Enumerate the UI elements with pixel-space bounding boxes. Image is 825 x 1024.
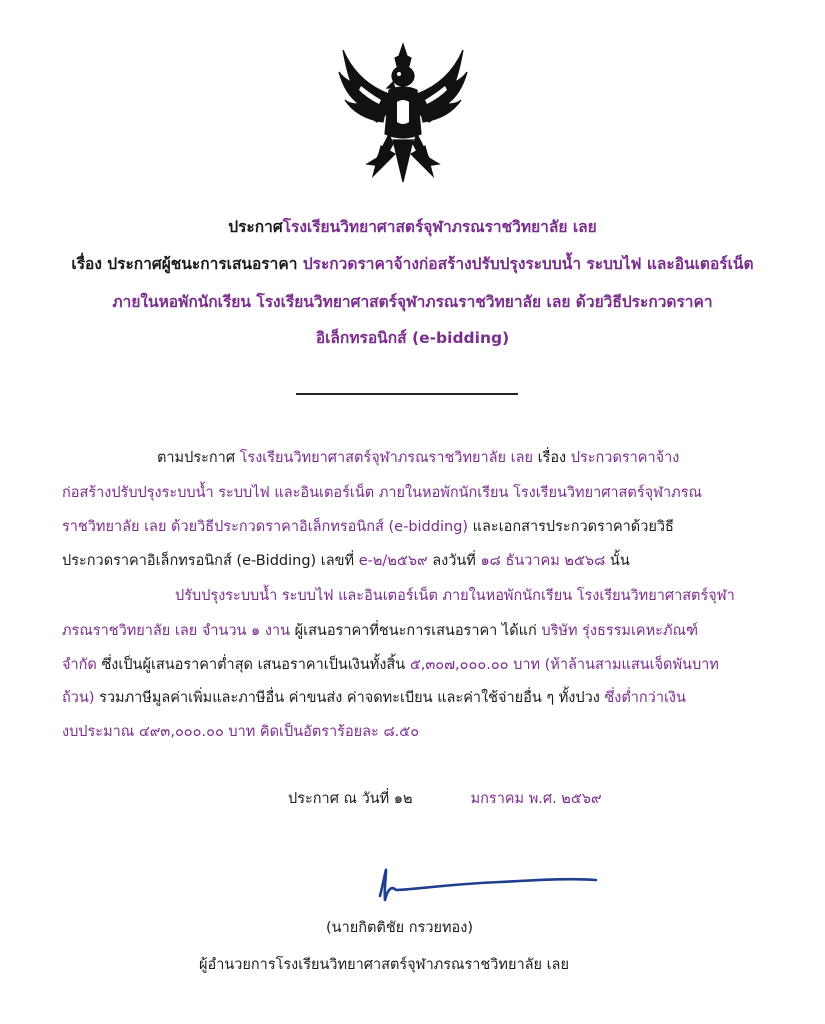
- bid-amount-end: ถ้วน): [62, 690, 95, 706]
- p2-winner-label: ผู้เสนอราคาที่ชนะการเสนอราคา ได้แก่: [290, 623, 542, 639]
- p1-line-2: ก่อสร้างปรับปรุงระบบน้ำ ระบบไฟ และอินเตอร์เน็ต ภายในหอพักนักเรียน โรงเรียนวิทยาศาสตร์จุฬาภรณ: [62, 485, 702, 501]
- p2-tax-note: รวมภาษีมูลค่าเพิ่มและภาษีอื่น ค่าขนส่ง ค่าจดทะเบียน และค่าใช้จ่ายอื่น ๆ ทั้งปวง: [94, 690, 605, 706]
- date-month-year: มกราคม พ.ศ. ๒๕๖๙: [470, 791, 602, 807]
- date-day: ประกาศ ณ วันที่ ๑๒: [288, 791, 413, 807]
- announcement-title: [0, 214, 825, 239]
- project-name-2: ภายในหอพักนักเรียน โรงเรียนวิทยาศาสตร์จุฬาภรณราชวิทยาลัย เลย ด้วยวิธีประกวดราคา: [112, 293, 713, 311]
- signer-name: (นายกิตติชัย กรวยทอง): [326, 920, 473, 936]
- p2-below-budget: ซึ่งต่ำกว่าเงิน: [604, 690, 686, 706]
- p1-line-3: [62, 515, 674, 538]
- p2-line-3: [62, 653, 719, 676]
- signature-image: [370, 860, 600, 910]
- p1-ebidding: ประกวดราคาอิเล็กทรอนิกส์ (e-Bidding) เลขที่: [62, 553, 359, 569]
- school-name: โรงเรียนวิทยาศาสตร์จุฬาภรณราชวิทยาลัย เลย: [282, 218, 597, 236]
- title-prefix: ประกาศ: [228, 218, 283, 236]
- garuda-emblem-icon: [337, 42, 469, 184]
- p1-line-4: [62, 549, 630, 572]
- subject-line: [0, 251, 825, 276]
- signer-position: ผู้อำนวยการโรงเรียนวิทยาศาสตร์จุฬาภรณราชวิทยาลัย เลย: [199, 957, 569, 973]
- p1-subject-word: เรื่อง: [532, 450, 571, 466]
- p1-dated: ลงวันที่: [427, 553, 481, 569]
- p1-school: โรงเรียนวิทยาศาสตร์จุฬาภรณราชวิทยาลัย เลย: [239, 450, 533, 466]
- bid-date: ๑๘ ธันวาคม ๒๕๖๘: [480, 553, 606, 569]
- p1-docs: และเอกสารประกวดราคาด้วยวิธี: [468, 519, 674, 535]
- subject-prefix: เรื่อง ประกาศผู้ชนะการเสนอราคา: [71, 255, 303, 273]
- project-name-1: ประกวดราคาจ้างก่อสร้างปรับปรุงระบบน้ำ ระบบไฟ และอินเตอร์เน็ต: [302, 255, 754, 273]
- p2-line-5: งบประมาณ ๔๙๓,๐๐๐.๐๐ บาท คิดเป็นอัตราร้อยละ ๘.๕๐: [62, 724, 420, 740]
- p2-line-1: ปรับปรุงระบบน้ำ ระบบไฟ และอินเตอร์เน็ต ภายในหอพักนักเรียน โรงเรียนวิทยาศาสตร์จุฬา: [175, 588, 735, 604]
- p1-end: นั้น: [605, 553, 630, 569]
- bid-number: e-๒/๒๕๖๙: [358, 553, 428, 569]
- winner-company-end: จำกัด: [62, 657, 97, 673]
- p1-project: ประกวดราคาจ้าง: [570, 450, 680, 466]
- p1-school-end: ราชวิทยาลัย เลย ด้วยวิธีประกวดราคาอิเล็กทรอนิกส์ (e-bidding): [62, 519, 469, 535]
- p2-school: ภรณราชวิทยาลัย เลย จำนวน ๑ งาน: [62, 623, 291, 639]
- bid-amount: ๕,๓๐๗,๐๐๐.๐๐ บาท (ห้าล้านสามแสนเจ็ดพันบาท: [409, 657, 719, 673]
- project-name-3: อิเล็กทรอนิกส์ (e-bidding): [315, 329, 510, 347]
- announcement-date: [288, 787, 602, 810]
- p2-line-2: [62, 619, 698, 642]
- p2-line-4: [62, 686, 686, 709]
- p1-line-1: [157, 446, 679, 469]
- winner-company: บริษัท รุ่งธรรมเคหะภัณฑ์: [541, 623, 699, 639]
- divider-line: [296, 393, 518, 395]
- p1-text: ตามประกาศ: [157, 450, 240, 466]
- p2-lowest: ซึ่งเป็นผู้เสนอราคาต่ำสุด เสนอราคาเป็นเงินทั้งสิ้น: [96, 657, 410, 673]
